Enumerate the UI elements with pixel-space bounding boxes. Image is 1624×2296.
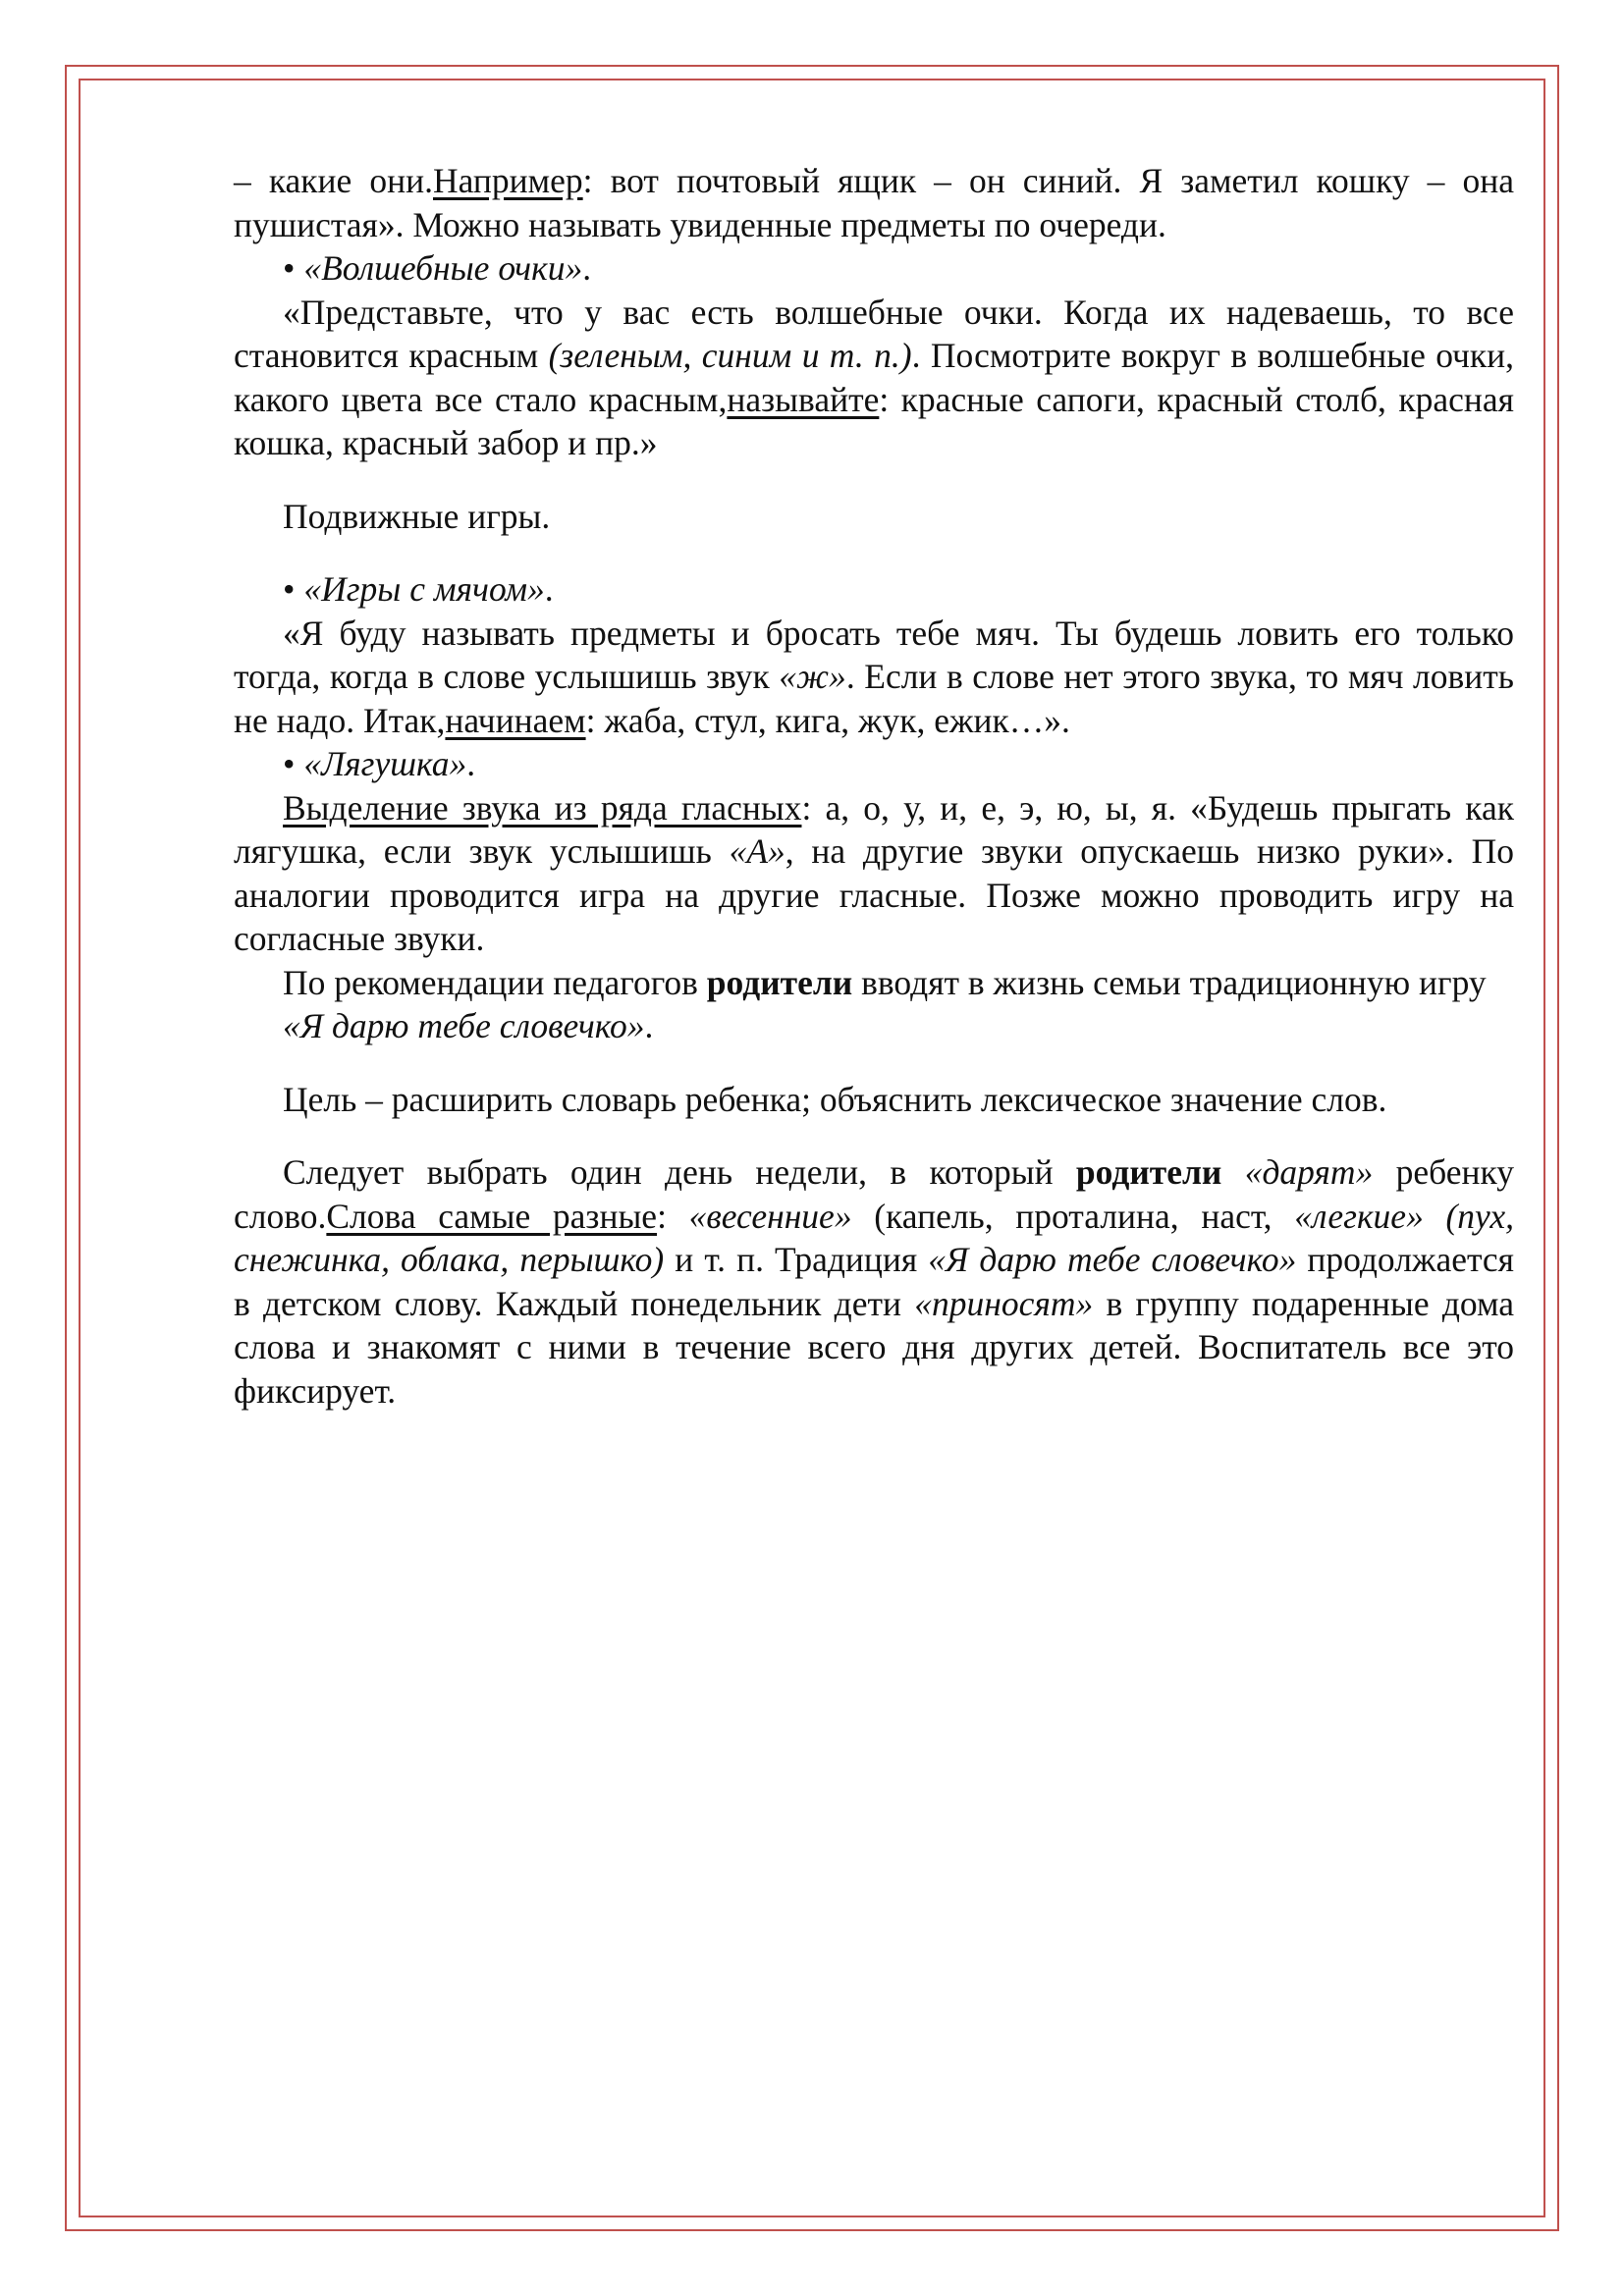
- bullet-icon: •: [283, 569, 304, 609]
- paragraph-magic-glasses: «Представьте, что у вас есть волшебные очки. Когда их надеваешь, то все становится красным (зеленым, синим и т. п.). Посмотрите вокруг в волшебные очки, какого цвета все стало красным,называйте: красные сапоги, красный столб, красная кошка, красный забор и пр.»: [234, 292, 1515, 462]
- underlined-term: Например: [433, 161, 583, 200]
- bullet-icon: •: [283, 744, 304, 783]
- paragraph-recommendation: По рекомендации педагогов родители вводят в жизнь семьи традиционную игру: [283, 962, 1487, 1002]
- underlined-term: начинаем: [445, 700, 586, 740]
- paragraph-goal: Цель – расширить словарь ребенка; объяснить лексическое значение слов.: [283, 1079, 1387, 1119]
- document-body: [234, 159, 1514, 1413]
- underlined-term: Слова самые разные: [326, 1196, 658, 1236]
- paragraph-tradition: Следует выбрать один день недели, в который родители «дарят» ребенку слово.Слова самые разные: «весенние» (капель, проталина, наст, «легкие» (пух, снежинка, облака, перышко) и т. п. Традиция «Я дарю тебе словечко» продолжается в детском слову. Каждый понедельник дети «приносят» в группу подаренные дома слова и знакомят с ними в течение всего дня других детей. Воспитатель все это фиксирует.: [234, 1152, 1515, 1411]
- paragraph-intro: – какие они.Например: вот почтовый ящик – он синий. Я заметил кошку – она пушистая». Можно называть увиденные предметы по очереди.: [234, 161, 1514, 244]
- paragraph-ball-games: «Я буду называть предметы и бросать тебе мяч. Ты будешь ловить его только тогда, когда в слове услышишь звук «ж». Если в слове нет этого звука, то мяч ловить не надо. Итак,начинаем: жаба, стул, кига, жук, ежик…».: [234, 613, 1514, 740]
- game-heading-magic-glasses: • «Волшебные очки».: [283, 248, 592, 288]
- game-heading-word-gift: «Я дарю тебе словечко».: [283, 1006, 654, 1045]
- underlined-term: Выделение звука из ряда гласных: [283, 787, 802, 828]
- section-heading-outdoor-games: Подвижные игры.: [283, 496, 551, 536]
- game-heading-frog: • «Лягушка».: [283, 744, 476, 783]
- underlined-term: называйте: [727, 379, 880, 419]
- bullet-icon: •: [283, 248, 304, 288]
- game-heading-ball-games: • «Игры с мячом».: [283, 569, 554, 609]
- paragraph-frog: Выделение звука из ряда гласных: а, о, у, и, е, э, ю, ы, я. «Будешь прыгать как лягушка, если звук услышишь «А», на другие звуки опускаешь низко руки». По аналогии проводится игра на другие гласные. Позже можно проводить игру на согласные звуки.: [234, 787, 1514, 958]
